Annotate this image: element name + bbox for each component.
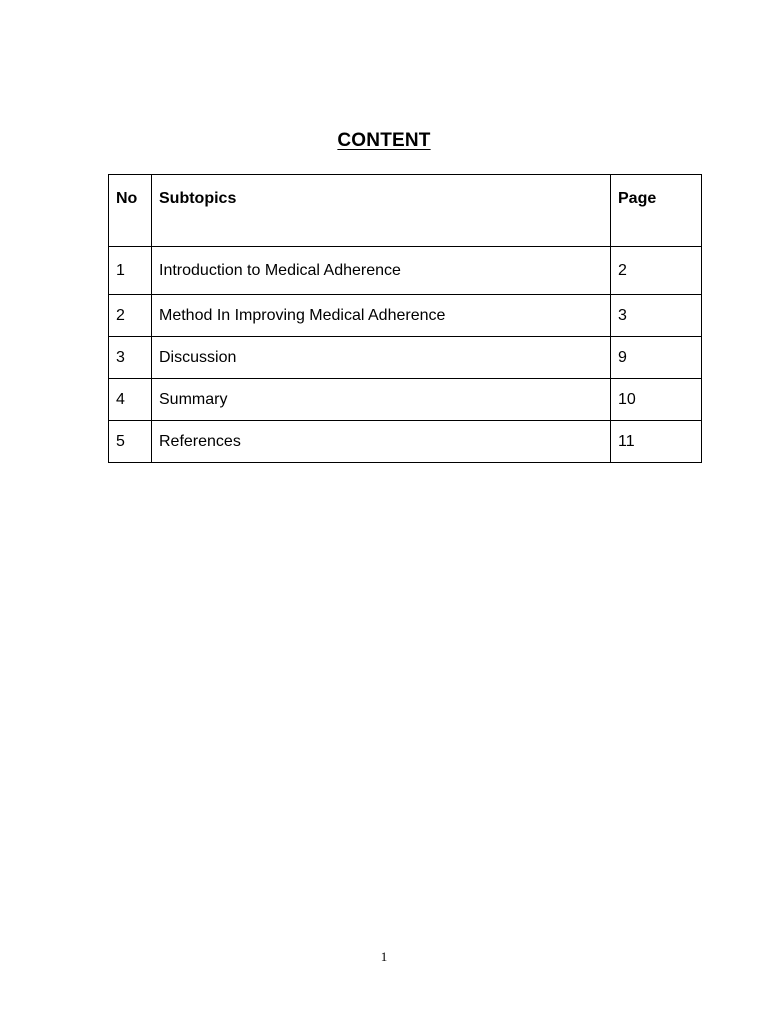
header-no: No (109, 175, 152, 247)
table-row (109, 379, 702, 421)
row-no: 2 (109, 295, 152, 337)
row-subtopic: Method In Improving Medical Adherence (152, 295, 611, 337)
row-page: 3 (611, 295, 702, 337)
row-no: 4 (109, 379, 152, 421)
row-no: 5 (109, 421, 152, 463)
row-page: 11 (611, 421, 702, 463)
row-subtopic: Discussion (152, 337, 611, 379)
row-page: 10 (611, 379, 702, 421)
table-of-contents (108, 174, 702, 463)
table-row (109, 337, 702, 379)
page-title: CONTENT (337, 130, 431, 151)
row-subtopic: References (152, 421, 611, 463)
row-subtopic: Introduction to Medical Adherence (152, 247, 611, 295)
row-subtopic: Summary (152, 379, 611, 421)
row-page: 9 (611, 337, 702, 379)
row-no: 3 (109, 337, 152, 379)
table-row (109, 247, 702, 295)
row-page: 2 (611, 247, 702, 295)
row-no: 1 (109, 247, 152, 295)
header-page: Page (611, 175, 702, 247)
page-number: 1 (380, 949, 388, 964)
table-row (109, 421, 702, 463)
table-row (109, 295, 702, 337)
table-header-row (109, 175, 702, 247)
header-subtopics: Subtopics (152, 175, 611, 247)
